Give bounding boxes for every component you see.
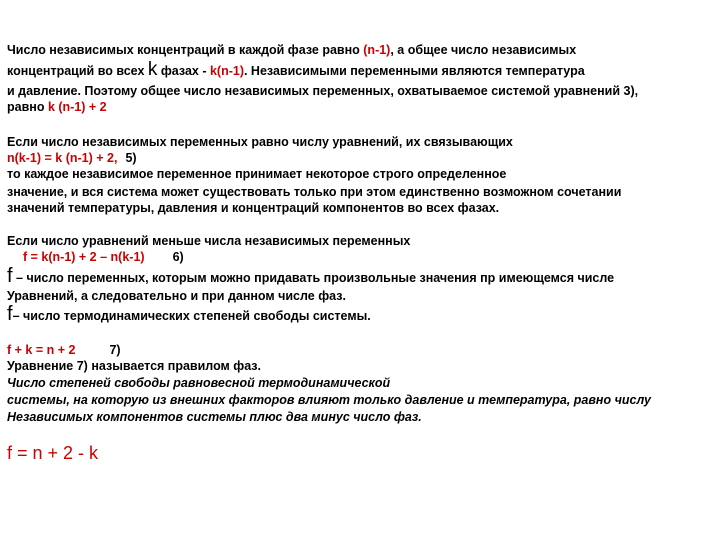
text: – число термодинамических степеней свободы системы.	[12, 309, 371, 323]
p2-line4: значение, и вся система может существовать только при этом единственно возможном сочетании	[7, 185, 622, 199]
p3-line4: Уравнений, а следовательно и при данном числе фаз.	[7, 289, 346, 303]
equation-7: f + k = n + 2	[7, 343, 76, 357]
p4-line5: Независимых компонентов системы плюс два минус число фаз.	[7, 410, 422, 424]
p3-line5	[7, 303, 371, 325]
formula-total-variables: k (n-1) + 2	[47, 100, 107, 114]
p2-line5: значений температуры, давления и концентраций компонентов во всех фазах.	[7, 201, 500, 215]
p4-line3: Число степеней свободы равновесной термодинамической	[7, 376, 391, 390]
equation-number: 7)	[109, 343, 121, 357]
p4-line2: Уравнение 7) называется правилом фаз.	[7, 359, 261, 373]
p2-line1: Если число независимых переменных равно числу уравнений, их связывающих	[7, 135, 513, 149]
p1-line2	[7, 59, 585, 80]
p2-line3: то каждое независимое переменное принимает некоторое строго определенное	[7, 167, 507, 181]
text: равно	[7, 100, 48, 114]
p3-line3	[7, 265, 615, 287]
equation-number: 5)	[125, 151, 137, 165]
text: Число независимых концентраций в каждой фазе равно	[7, 43, 364, 57]
text: – число переменных, которым можно придавать произвольные значения пр имеющемся числе	[12, 271, 615, 285]
p1-line3: и давление. Поэтому общее число независимых переменных, охватываемое системой уравнений 3),	[7, 84, 639, 98]
p3-line1: Если число уравнений меньше числа независимых переменных	[7, 234, 411, 248]
formula-n-1: (n-1)	[363, 43, 391, 57]
p1-line4	[7, 99, 107, 115]
symbol-f: f	[7, 303, 13, 325]
formula-k-n-1: k(n-1)	[209, 64, 244, 78]
p1-line1	[7, 42, 576, 58]
symbol-f: f	[7, 265, 13, 287]
symbol-k: k	[147, 59, 158, 80]
equation-number: 6)	[172, 250, 184, 264]
p2-line2	[7, 150, 137, 166]
p4-line1	[7, 342, 121, 358]
text: . Независимыми переменными являются температура	[243, 64, 585, 78]
equation-6: f = k(n-1) + 2 – n(k-1)	[23, 250, 145, 264]
text: , а общее число независимых	[390, 43, 577, 57]
p4-line4: системы, на которую из внешних факторов влияют только давление и температура, равно числу	[7, 393, 652, 407]
p3-line2	[7, 249, 184, 265]
equation-5: n(k-1) = k (n-1) + 2,	[7, 151, 118, 165]
text: фазах -	[157, 64, 210, 78]
final-formula: f = n + 2 - k	[7, 443, 99, 463]
text: концентраций во всех	[7, 64, 148, 78]
